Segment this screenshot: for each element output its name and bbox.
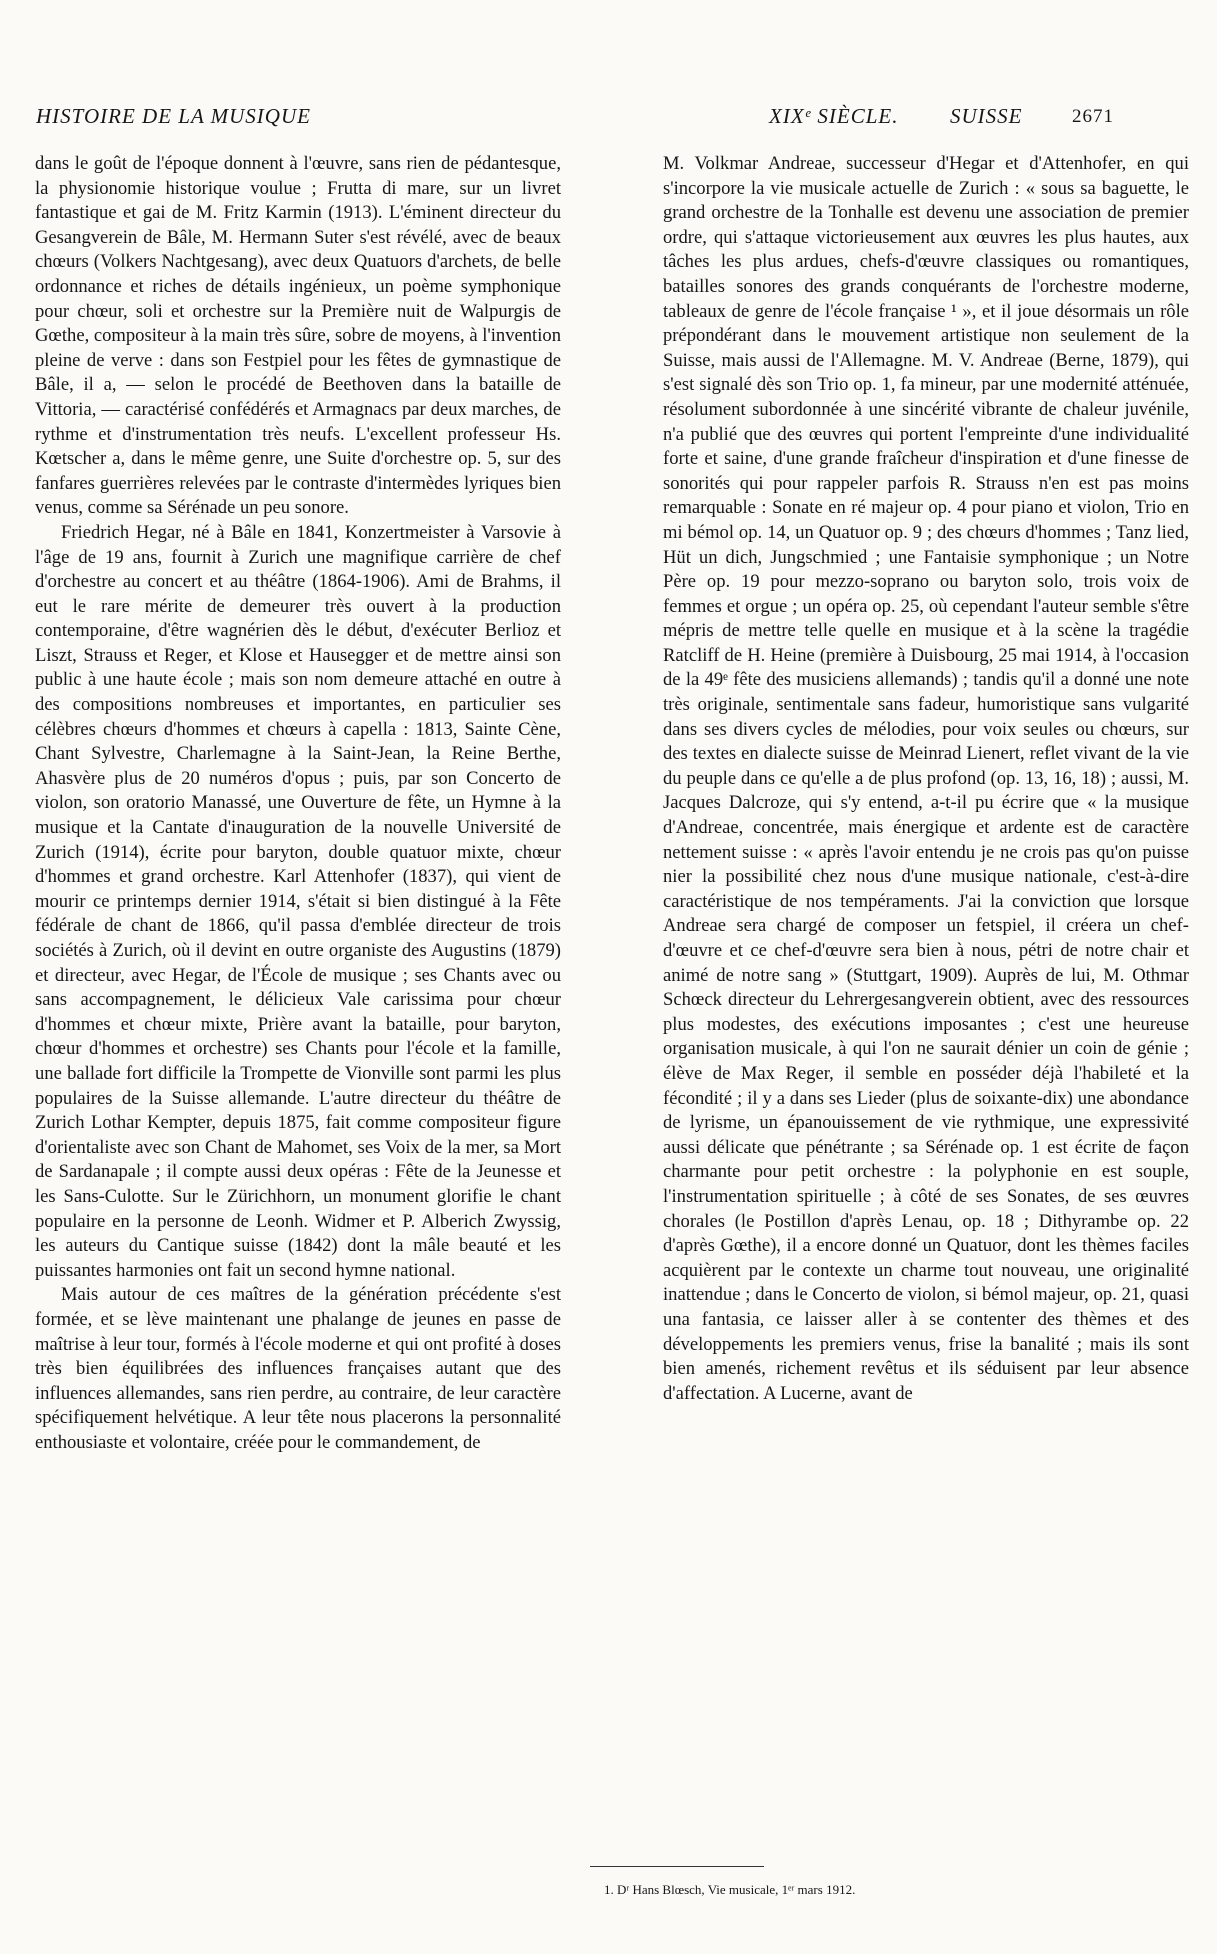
left-column bbox=[35, 152, 561, 1455]
page-number: 2671 bbox=[1072, 106, 1114, 127]
footnote-divider bbox=[590, 1866, 764, 1867]
running-header bbox=[36, 104, 1117, 134]
header-country: SUISSE bbox=[950, 104, 1023, 128]
paragraph: Mais autour de ces maîtres de la génération précédente s'est formée, et se lève maintenant une phalange de jeunes en passe de maîtrise à leur tour, formés à l'école moderne et qui ont profité à doses très bien équilibrées des influences françaises autant que des influences allemandes, sans rien perdre, au contraire, de leur caractère spécifiquement helvétique. A leur tête nous placerons la personnalité enthousiaste et volontaire, créée pour le commandement, de bbox=[35, 1284, 561, 1453]
paragraph: Friedrich Hegar, né à Bâle en 1841, Konzertmeister à Varsovie à l'âge de 19 ans, fournit à Zurich une magnifique carrière de chef d'orchestre au concert et au théâtre (1864-1906). Ami de Brahms, il eut le rare mérite de demeurer très ouvert à la production contemporaine, d'être wagnérien dès le début, d'exécuter Berlioz et Liszt, Strauss et Reger, et Klose et Hausegger et de mettre ainsi son public à une haute école ; mais son nom demeure attaché en outre à des compositions nombreuses et importantes, en particulier ses célèbres chœurs d'hommes et chœurs à capella : 1813, Sainte Cène, Chant Sylvestre, Charlemagne à la Saint-Jean, la Reine Berthe, Ahasvère plus de 20 numéros d'opus ; puis, par son Concerto de violon, son oratorio Manassé, une Ouverture de fête, un Hymne à la musique et la Cantate d'inauguration de la nouvelle Université de Zurich (1914), écrite pour baryton, double quatuor mixte, chœur d'hommes et grand orchestre. Karl Attenhofer (1837), qui vient de mourir ce printemps dernier 1914, s'était si bien distingué à la Fête fédérale de chant de 1866, qu'il passa d'emblée directeur de trois sociétés à Zurich, où il devint en outre organiste des Augustins (1879) et directeur, avec Hegar, de l'École de musique ; ses Chants avec ou sans accompagnement, le délicieux Vale carissima pour chœur d'hommes et chœur mixte, Prière avant la bataille, pour baryton, chœur d'hommes et orchestre) ses Chants pour l'école et la famille, une ballade fort difficile la Trompette de Vionville sont parmi les plus populaires de la Suisse allemande. L'autre directeur du théâtre de Zurich Lothar Kempter, depuis 1875, fait comme compositeur figure d'orientaliste avec son Chant de Mahomet, ses Voix de la mer, sa Mort de Sardanapale ; il compte aussi deux opéras : Fête de la Jeunesse et les Sans-Culotte. Sur le Zürichhorn, un monument glorifie le chant populaire en la personne de Leonh. Widmer et P. Alberich Zwyssig, les auteurs du Cantique suisse (1842) dont la mâle beauté et les puissantes harmonies ont fait un second hymne national. bbox=[35, 521, 561, 1281]
header-book-title: HISTOIRE DE LA MUSIQUE bbox=[36, 104, 311, 128]
header-century: XIXᵉ SIÈCLE. bbox=[769, 104, 899, 128]
right-column bbox=[663, 152, 1189, 1406]
paragraph: dans le goût de l'époque donnent à l'œuvre, sans rien de pédantesque, la physionomie historique voulue ; Frutta di mare, sur un livret fantastique et gai de M. Fritz Karmin (1913). L'éminent directeur du Gesangverein de Bâle, M. Hermann Suter s'est révélé, avec de beaux chœurs (Volkers Nachtgesang), avec deux Quatuors d'archets, de belle ordonnance et riches de détails ingénieux, un poème symphonique pour chœur, soli et orchestre sur la Première nuit de Walpurgis de Gœthe, compositeur à la main très sûre, sobre de moyens, à l'invention pleine de verve : dans son Festpiel pour les fêtes de gymnastique de Bâle, il a, — selon le procédé de Beethoven dans la bataille de Vittoria, — caractérisé confédérés et Armagnacs par deux marches, de rythme et d'instrumentation très neufs. L'excellent professeur Hs. Kœtscher a, dans le même genre, une Suite d'orchestre op. 5, sur des fanfares guerrières relevées par le contraste d'intermèdes lyriques bien venus, comme sa Sérénade un peu sonore. bbox=[35, 153, 561, 519]
paragraph: M. Volkmar Andreae, successeur d'Hegar et d'Attenhofer, en qui s'incorpore la vie musicale actuelle de Zurich : « sous sa baguette, le grand orchestre de la Tonhalle est devenu une association de premier ordre, qui s'attaque victorieusement aux œuvres les plus hautes, aux tâches les plus ardues, chefs-d'œuvre classiques ou romantiques, batailles sonores des grands conquérants de l'orchestre moderne, tableaux de genre de l'école française ¹ », et il joue désormais un rôle prépondérant dans le mouvement artistique non seulement de la Suisse, mais aussi de l'Allemagne. M. V. Andreae (Berne, 1879), qui s'est signalé dès son Trio op. 1, fa mineur, par une modernité atténuée, résolument subordonnée à une sincérité vibrante de chaleur juvénile, n'a publié que des œuvres qui portent l'empreinte d'une individualité forte et saine, d'une grande fraîcheur d'inspiration et d'une finesse de sonorités qui pour rappeler parfois R. Strauss n'en est pas moins remarquable : Sonate en ré majeur op. 4 pour piano et violon, Trio en mi bémol op. 14, un Quatuor op. 9 ; des chœurs d'hommes ; Tanz lied, Hüt un dich, Jungschmied ; une Fantaisie symphonique ; un Notre Père op. 19 pour mezzo-soprano ou baryton solo, trois voix de femmes et orgue ; un opéra op. 25, où cependant l'auteur semble s'être mépris de mettre telle quelle en musique et à la scène la tragédie Ratcliff de H. Heine (première à Duisbourg, 25 mai 1914, à l'occasion de la 49ᵉ fête des musiciens allemands) ; tandis qu'il a donné une note très originale, sentimentale sans fadeur, humoristique sans vulgarité dans ses divers cycles de mélodies, pour voix seules ou chœurs, sur des textes en dialecte suisse de Meinrad Lienert, reflet vivant de la vie du peuple dans ce qu'elle a de plus profond (op. 13, 16, 18) ; aussi, M. Jacques Dalcroze, qui s'y entend, a-t-il pu écrire que « la musique d'Andreae, concentrée, mais énergique et ardente est de caractère nettement suisse : « après l'avoir entendu je ne crois pas qu'on puisse nier la possibilité chez nous d'une musique nationale, c'est-à-dire caractéristique de nos tempéraments. J'ai la conviction que lorsque Andreae sera chargé de composer un fetspiel, il créera un chef-d'œuvre et ce chef-d'œuvre sera bien à nous, pétri de notre chair et animé de notre sang » (Stuttgart, 1909). Auprès de lui, M. Othmar Schœck directeur du Lehrergesangverein obtient, avec des ressources plus modestes, des exécutions imposantes ; c'est une heureuse organisation musicale, à qui l'on ne saurait dénier un coin de génie ; élève de Max Reger, il semble en posséder déjà l'habileté et la fécondité ; il y a dans ses Lieder (plus de soixante-dix) une abondance de lyrisme, un épanouissement de vie rythmique, une expressivité aussi délicate que pénétrante ; sa Sérénade op. 1 est écrite de façon charmante pour petit orchestre : la polyphonie en est souple, l'instrumentation spirituelle ; à côté de ses Sonates, de ses œuvres chorales (le Postillon d'après Lenau, op. 18 ; Dithyrambe op. 22 d'après Gœthe), il a encore donné un Quatuor, dont les thèmes faciles acquièrent par le contexte un charme tout nouveau, une originalité inattendue ; dans le Concerto de violon, si bémol majeur, op. 21, quasi una fantasia, ce laisser aller à se contenter des thèmes et des développements les premiers venus, frise la banalité ; mais ils sont bien amenés, richement revêtus et ils séduisent par leur absence d'affectation. A Lucerne, avant de bbox=[663, 153, 1189, 1404]
footnote: 1. Dʳ Hans Blœsch, Vie musicale, 1ᵉʳ mars 1912. bbox=[604, 1882, 856, 1897]
